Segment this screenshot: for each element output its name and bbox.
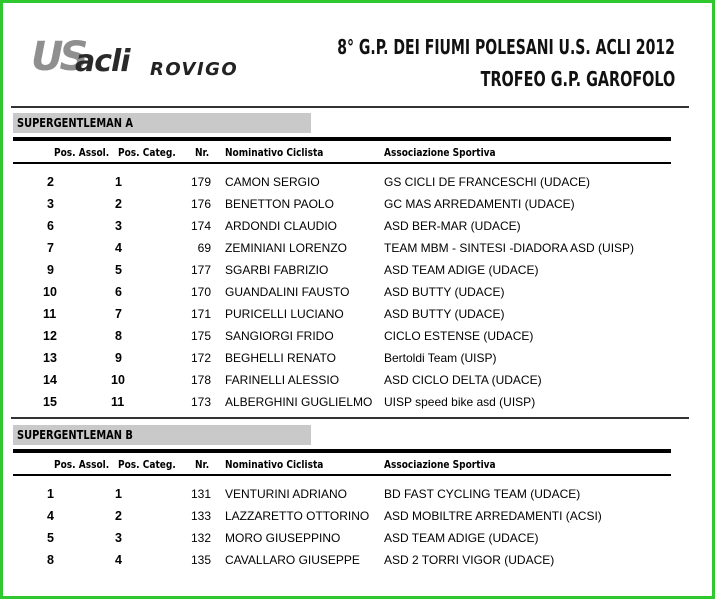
pos-assol-cell: 13 bbox=[43, 351, 57, 365]
table-row bbox=[3, 395, 715, 413]
column-header-pos-categ: Pos. Categ. bbox=[118, 146, 176, 159]
category-title: SUPERGENTLEMAN B bbox=[17, 428, 133, 442]
pos-categ-cell: 11 bbox=[111, 395, 125, 409]
rider-name-cell: SANGIORGI FRIDO bbox=[225, 329, 334, 343]
column-header-pos-assol: Pos. Assol. bbox=[54, 458, 110, 471]
pos-categ-cell: 6 bbox=[115, 285, 122, 299]
club-cell: GC MAS ARREDAMENTI (UDACE) bbox=[384, 197, 575, 211]
race-number-cell: 175 bbox=[190, 329, 211, 343]
column-header-nominativo: Nominativo Ciclista bbox=[225, 458, 324, 471]
club-cell: ASD MOBILTRE ARREDAMENTI (ACSI) bbox=[384, 509, 602, 523]
pos-categ-cell: 3 bbox=[115, 219, 122, 233]
logo-us-text: US bbox=[31, 34, 85, 80]
table-row bbox=[3, 509, 715, 527]
column-header-nr: Nr. bbox=[195, 458, 210, 471]
pos-assol-cell: 3 bbox=[47, 197, 54, 211]
pos-categ-cell: 3 bbox=[115, 531, 122, 545]
club-cell: TEAM MBM - SINTESI -DIADORA ASD (UISP) bbox=[384, 241, 635, 255]
pos-assol-cell: 10 bbox=[43, 285, 57, 299]
club-cell: ASD CICLO DELTA (UDACE) bbox=[384, 373, 542, 387]
table-row bbox=[3, 487, 715, 505]
table-row bbox=[3, 175, 715, 193]
club-cell: UISP speed bike asd (UISP) bbox=[384, 395, 536, 409]
pos-categ-cell: 5 bbox=[115, 263, 122, 277]
table-row bbox=[3, 329, 715, 347]
rider-name-cell: FARINELLI ALESSIO bbox=[225, 373, 340, 387]
header-underline bbox=[13, 474, 671, 476]
race-number-cell: 179 bbox=[190, 175, 211, 189]
club-cell: Bertoldi Team (UISP) bbox=[384, 351, 497, 365]
race-number-cell: 177 bbox=[190, 263, 211, 277]
club-cell: ASD BER-MAR (UDACE) bbox=[384, 219, 521, 233]
race-number-cell: 171 bbox=[190, 307, 211, 321]
city-label: ROVIGO bbox=[150, 59, 239, 80]
pos-assol-cell: 12 bbox=[43, 329, 57, 343]
header-divider bbox=[11, 106, 689, 108]
pos-assol-cell: 14 bbox=[43, 373, 57, 387]
pos-categ-cell: 2 bbox=[115, 509, 122, 523]
table-top-rule bbox=[13, 137, 671, 141]
pos-categ-cell: 10 bbox=[111, 373, 125, 387]
race-number-cell: 133 bbox=[190, 509, 211, 523]
column-header-pos-categ: Pos. Categ. bbox=[118, 458, 176, 471]
column-header-associazione: Associazione Sportiva bbox=[384, 146, 496, 159]
rider-name-cell: ALBERGHINI GUGLIELMO bbox=[225, 395, 373, 409]
club-cell: BD FAST CYCLING TEAM (UDACE) bbox=[384, 487, 581, 501]
race-number-cell: 135 bbox=[190, 553, 211, 567]
race-number-cell: 173 bbox=[190, 395, 211, 409]
pos-assol-cell: 7 bbox=[47, 241, 54, 255]
pos-assol-cell: 4 bbox=[47, 509, 54, 523]
column-header-associazione: Associazione Sportiva bbox=[384, 458, 496, 471]
pos-categ-cell: 1 bbox=[115, 175, 122, 189]
column-header-pos-assol: Pos. Assol. bbox=[54, 146, 110, 159]
club-cell: ASD TEAM ADIGE (UDACE) bbox=[384, 531, 539, 545]
event-subtitle: TROFEO G.P. GAROFOLO bbox=[480, 67, 675, 91]
pos-categ-cell: 1 bbox=[115, 487, 122, 501]
table-row bbox=[3, 263, 715, 281]
category-bar bbox=[13, 113, 311, 133]
race-number-cell: 69 bbox=[197, 241, 211, 255]
pos-assol-cell: 6 bbox=[47, 219, 54, 233]
column-header-nominativo: Nominativo Ciclista bbox=[225, 146, 324, 159]
rider-name-cell: BEGHELLI RENATO bbox=[225, 351, 336, 365]
pos-assol-cell: 15 bbox=[43, 395, 57, 409]
rider-name-cell: CAMON SERGIO bbox=[225, 175, 320, 189]
pos-categ-cell: 4 bbox=[115, 553, 122, 567]
rider-name-cell: GUANDALINI FAUSTO bbox=[225, 285, 350, 299]
header-underline bbox=[13, 162, 671, 164]
pos-categ-cell: 7 bbox=[115, 307, 122, 321]
pos-assol-cell: 8 bbox=[47, 553, 54, 567]
club-cell: ASD BUTTY (UDACE) bbox=[384, 285, 505, 299]
club-cell: ASD TEAM ADIGE (UDACE) bbox=[384, 263, 539, 277]
pos-categ-cell: 8 bbox=[115, 329, 122, 343]
race-number-cell: 178 bbox=[190, 373, 211, 387]
rider-name-cell: ZEMINIANI LORENZO bbox=[225, 241, 348, 255]
table-row bbox=[3, 373, 715, 391]
rider-name-cell: LAZZARETTO OTTORINO bbox=[225, 509, 370, 523]
category-title: SUPERGENTLEMAN A bbox=[17, 116, 134, 130]
club-cell: CICLO ESTENSE (UDACE) bbox=[384, 329, 534, 343]
event-title: 8° G.P. DEI FIUMI POLESANI U.S. ACLI 2012 bbox=[337, 35, 675, 59]
race-number-cell: 131 bbox=[190, 487, 211, 501]
race-number-cell: 132 bbox=[190, 531, 211, 545]
rider-name-cell: ARDONDI CLAUDIO bbox=[225, 219, 338, 233]
pos-assol-cell: 11 bbox=[43, 307, 57, 321]
club-cell: ASD BUTTY (UDACE) bbox=[384, 307, 505, 321]
rider-name-cell: CAVALLARO GIUSEPPE bbox=[225, 553, 360, 567]
rider-name-cell: MORO GIUSEPPINO bbox=[225, 531, 341, 545]
pos-assol-cell: 5 bbox=[47, 531, 54, 545]
rider-name-cell: VENTURINI ADRIANO bbox=[225, 487, 348, 501]
rider-name-cell: BENETTON PAOLO bbox=[225, 197, 334, 211]
table-row bbox=[3, 285, 715, 303]
table-row bbox=[3, 307, 715, 325]
table-row bbox=[3, 553, 715, 571]
club-cell: GS CICLI DE FRANCESCHI (UDACE) bbox=[384, 175, 591, 189]
pos-assol-cell: 2 bbox=[47, 175, 54, 189]
race-number-cell: 174 bbox=[190, 219, 211, 233]
section-divider bbox=[11, 417, 689, 419]
pos-categ-cell: 9 bbox=[115, 351, 122, 365]
rider-name-cell: PURICELLI LUCIANO bbox=[225, 307, 344, 321]
table-row bbox=[3, 351, 715, 369]
logo-acli-text: acli bbox=[75, 44, 130, 79]
table-row bbox=[3, 241, 715, 259]
table-row bbox=[3, 531, 715, 549]
table-row bbox=[3, 219, 715, 237]
column-header-nr: Nr. bbox=[195, 146, 210, 159]
pos-categ-cell: 4 bbox=[115, 241, 122, 255]
pos-assol-cell: 1 bbox=[47, 487, 54, 501]
pos-assol-cell: 9 bbox=[47, 263, 54, 277]
table-row bbox=[3, 197, 715, 215]
club-cell: ASD 2 TORRI VIGOR (UDACE) bbox=[384, 553, 555, 567]
race-number-cell: 170 bbox=[190, 285, 211, 299]
race-number-cell: 176 bbox=[190, 197, 211, 211]
pos-categ-cell: 2 bbox=[115, 197, 122, 211]
race-number-cell: 172 bbox=[190, 351, 211, 365]
table-top-rule bbox=[13, 449, 671, 453]
rider-name-cell: SGARBI FABRIZIO bbox=[225, 263, 329, 277]
category-bar bbox=[13, 425, 311, 445]
